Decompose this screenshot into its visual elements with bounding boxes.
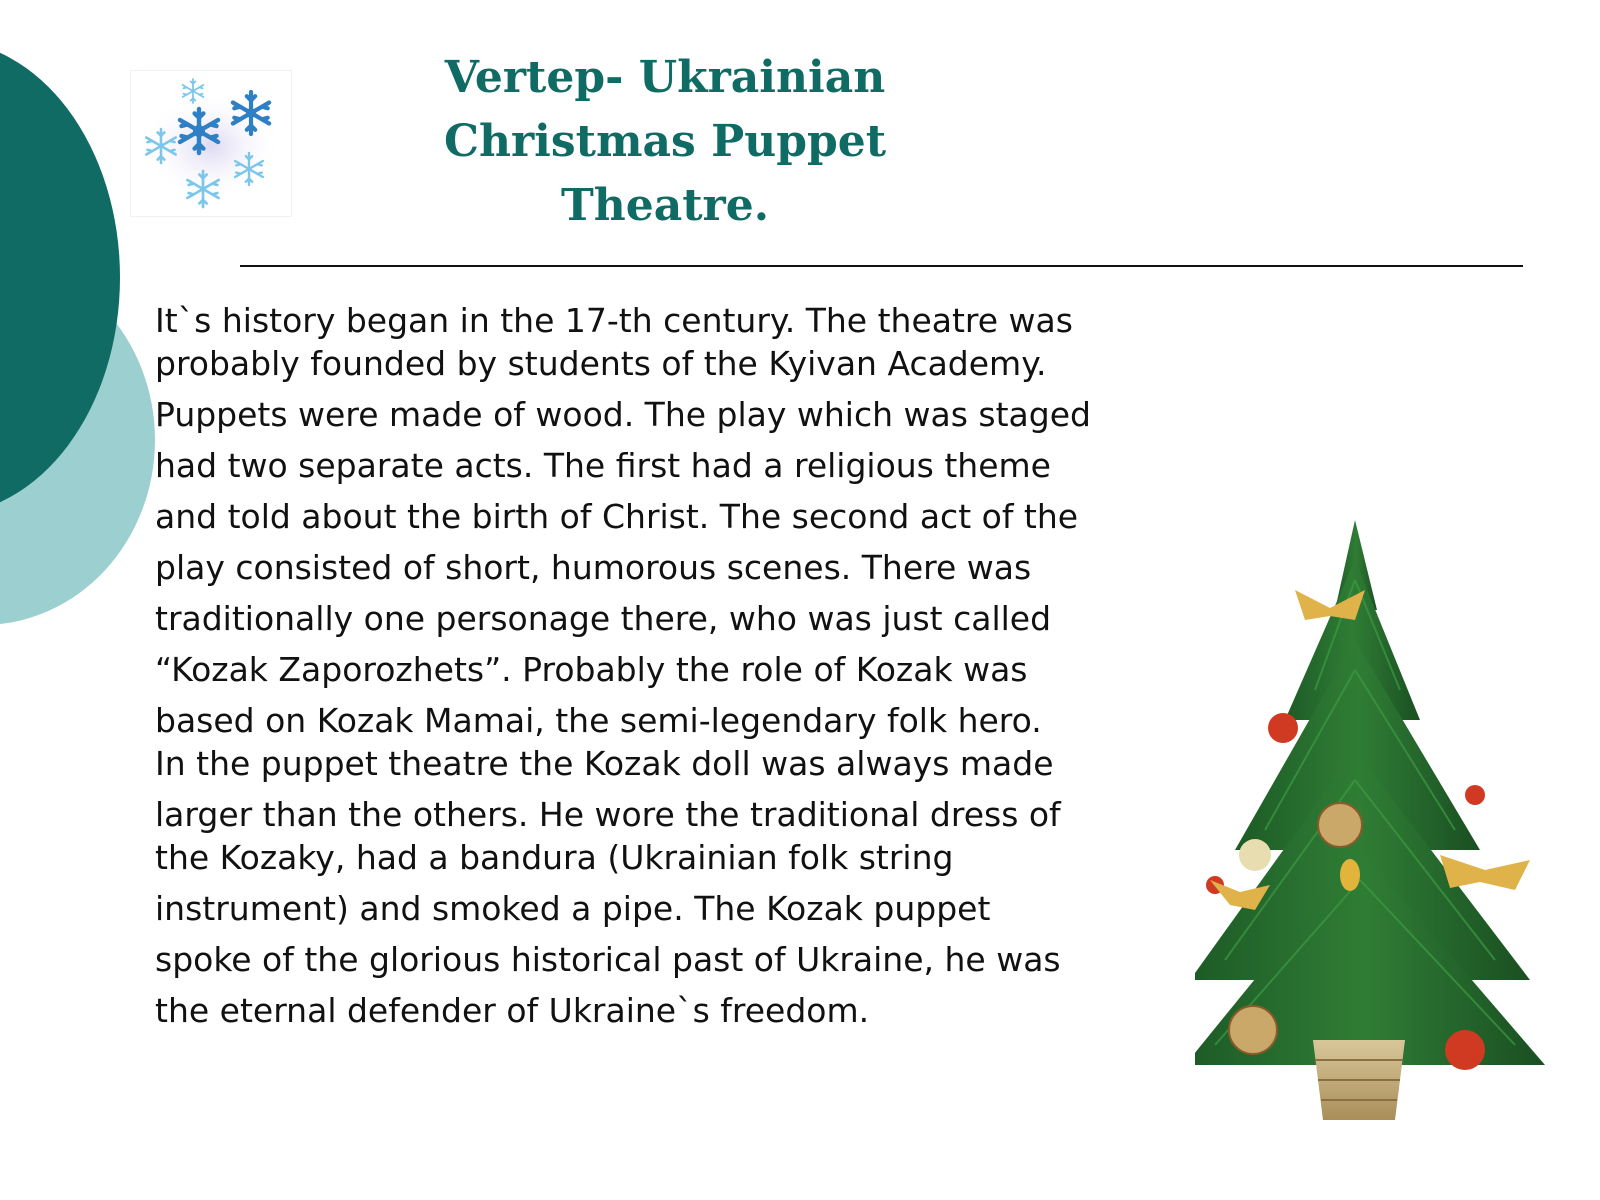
body-line: spoke of the glorious historical past of Ukraine, he was [155,940,1061,979]
title-line: Theatre. [560,180,770,231]
body-line: In the puppet theatre the Kozak doll was always made [155,744,1054,783]
body-line: probably founded by students of the Kyivan Academy. [155,344,1047,383]
body-line: traditionally one personage there, who was just called [155,599,1052,638]
body-line: had two separate acts. The first had a religious theme [155,446,1051,485]
body-line: larger than the others. He wore the traditional dress of [155,795,1061,834]
body-line: based on Kozak Mamai, the semi-legendary folk hero. [155,701,1042,740]
body-line: “Kozak Zaporozhets”. Probably the role of Kozak was [155,650,1028,689]
christmas-tree-icon [1195,520,1595,1140]
slide-title [420,46,910,238]
body-line: instrument) and smoked a pipe. The Kozak puppet [155,889,991,928]
body-line: and told about the birth of Christ. The second act of the [155,497,1079,536]
body-line: the eternal defender of Ukraine`s freedom. [155,991,870,1030]
title-line: Christmas Puppet [443,116,887,167]
body-line: play consisted of short, humorous scenes. There was [155,548,1032,587]
body-line: Puppets were made of wood. The play which was staged [155,395,1091,434]
christmas-tree-image [1195,520,1595,1140]
title-line: Vertep- Ukrainian [444,52,886,103]
body-line: the Kozaky, had a bandura (Ukrainian folk string [155,838,954,877]
title-divider [240,265,1523,267]
body-line: It`s history began in the 17-th century. The theatre was [155,301,1073,340]
body-paragraph [155,295,1195,1036]
snowflakes-icon [131,71,291,216]
snowflakes-image [130,70,292,217]
